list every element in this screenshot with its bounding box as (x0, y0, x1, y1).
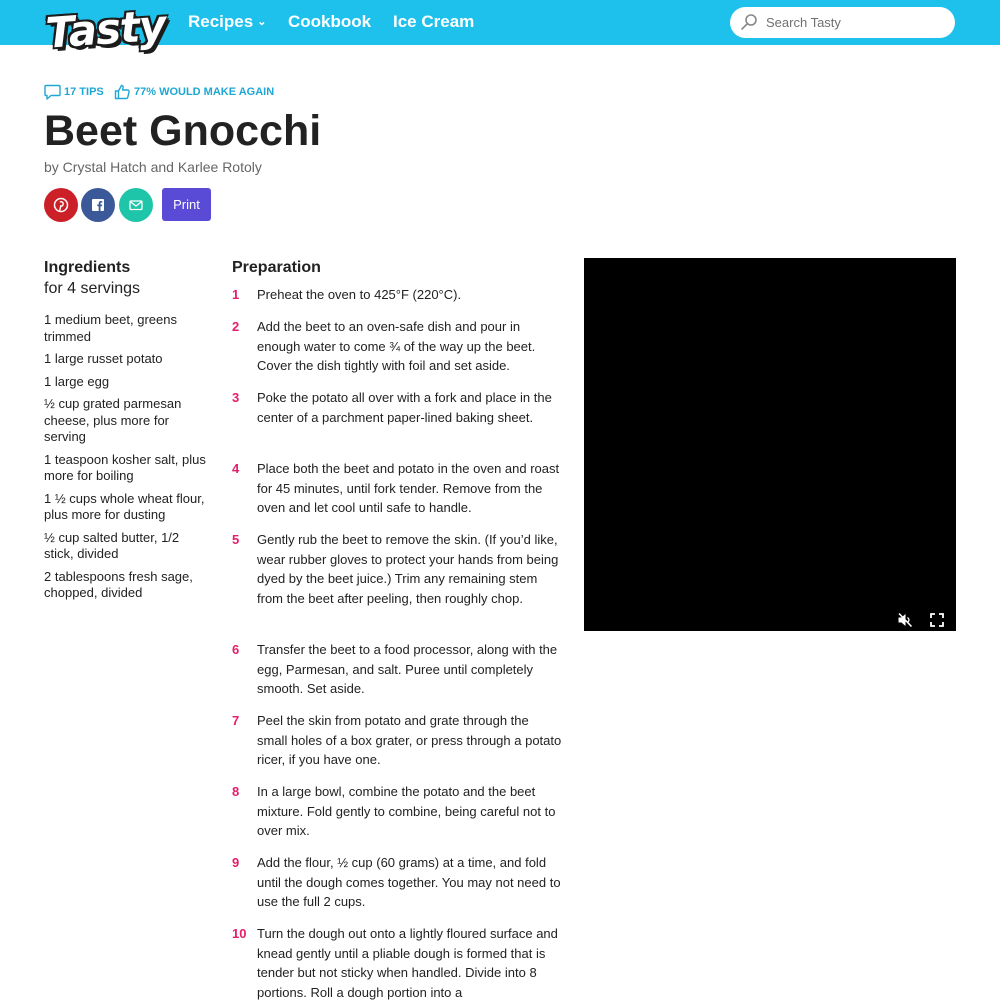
ingredient-item: 1 large russet potato (44, 351, 163, 366)
step-number: 9 (232, 855, 240, 870)
facebook-icon (90, 197, 106, 213)
thumbs-up-icon (114, 84, 131, 100)
would-make-again-label: 77% WOULD MAKE AGAIN (134, 86, 275, 98)
step-number: 5 (232, 532, 240, 547)
step-text: Turn the dough out onto a lightly floured surface and knead gently until a pliable dough is formed that is tender but not sticky when handled. Divide into 8 portions. Roll a dough portion into a (257, 926, 558, 1000)
search-input[interactable] (766, 7, 946, 38)
search-icon (740, 13, 758, 31)
email-icon (128, 197, 144, 213)
pinterest-icon (53, 197, 69, 213)
step-number: 10 (232, 926, 247, 941)
step-number: 8 (232, 784, 240, 799)
tips-count: 17 TIPS (64, 86, 104, 98)
step-number: 4 (232, 461, 240, 476)
byline: by Crystal Hatch and Karlee Rotoly (44, 159, 262, 175)
ingredient-item: 1 ½ cups whole wheat flour, plus more for dusting (44, 490, 205, 522)
search-box[interactable] (730, 7, 955, 38)
step-number: 6 (232, 642, 240, 657)
mute-icon[interactable] (897, 612, 913, 628)
ingredient-item: 2 tablespoons fresh sage, chopped, divided (44, 568, 193, 600)
step-text: Transfer the beet to a food processor, along with the egg, Parmesan, and salt. Puree until completely smooth. Set aside. (257, 642, 558, 697)
ingredients-heading: Ingredients (44, 259, 131, 276)
email-share-button[interactable] (119, 188, 153, 222)
step-text: Poke the potato all over with a fork and place in the center of a parchment paper-lined baking sheet. (257, 390, 552, 425)
comment-icon (44, 84, 61, 100)
preparation-heading: Preparation (232, 259, 321, 276)
step-text: In a large bowl, combine the potato and the beet mixture. Fold gently to combine, being careful not to over mix. (257, 784, 556, 839)
step-text: Add the flour, ½ cup (60 grams) at a time, and fold until the dough comes together. You may not need to use the full 2 cups. (257, 855, 561, 910)
step-text: Add the beet to an oven-safe dish and pour in enough water to come ¾ of the way up the beet. Cover the dish tightly with foil and set aside. (257, 319, 536, 374)
step-number: 3 (232, 390, 240, 405)
nav-recipes[interactable] (188, 0, 266, 45)
step-number: 7 (232, 713, 240, 728)
step-number: 1 (232, 287, 240, 302)
ingredient-item: 1 large egg (44, 373, 110, 389)
recipe-video[interactable] (584, 258, 956, 631)
step-text: Gently rub the beet to remove the skin. (If you’d like, wear rubber gloves to protect your hands from being dyed by the beet juice.) Trim any remaining stem from the beet after peeling, then roughly chop. (257, 532, 559, 607)
servings-label: for 4 servings (44, 280, 141, 297)
step-text: Peel the skin from potato and grate through the small holes of a box grater, or press through a potato ricer, if you have one. (257, 713, 562, 768)
ingredients-list (44, 312, 212, 608)
chevron-down-icon: ⌄ (257, 16, 267, 28)
fullscreen-icon[interactable] (929, 612, 945, 628)
nav-recipes-label: Recipes (188, 12, 254, 31)
would-make-again (114, 84, 274, 100)
pinterest-share-button[interactable] (44, 188, 78, 222)
nav-cookbook[interactable]: Cookbook (288, 12, 372, 31)
ingredient-item: ½ cup salted butter, 1/2 stick, divided (44, 529, 180, 561)
facebook-share-button[interactable] (81, 188, 115, 222)
nav-ice-cream[interactable]: Ice Cream (393, 12, 475, 31)
print-button[interactable]: Print (162, 188, 211, 221)
ingredient-item: 1 teaspoon kosher salt, plus more for boiling (44, 451, 206, 483)
page-title: Beet Gnocchi (44, 107, 322, 155)
tips-link[interactable] (44, 84, 104, 100)
tasty-logo[interactable]: Tasty (44, 0, 167, 58)
step-text: Preheat the oven to 425°F (220°C). (257, 287, 462, 302)
step-number: 2 (232, 319, 240, 334)
step-text: Place both the beet and potato in the oven and roast for 45 minutes, until fork tender. Remove from the oven and let cool until safe to handle. (257, 461, 560, 516)
ingredient-item: ½ cup grated parmesan cheese, plus more for serving (44, 396, 182, 444)
ingredient-item: 1 medium beet, greens trimmed (44, 312, 177, 344)
